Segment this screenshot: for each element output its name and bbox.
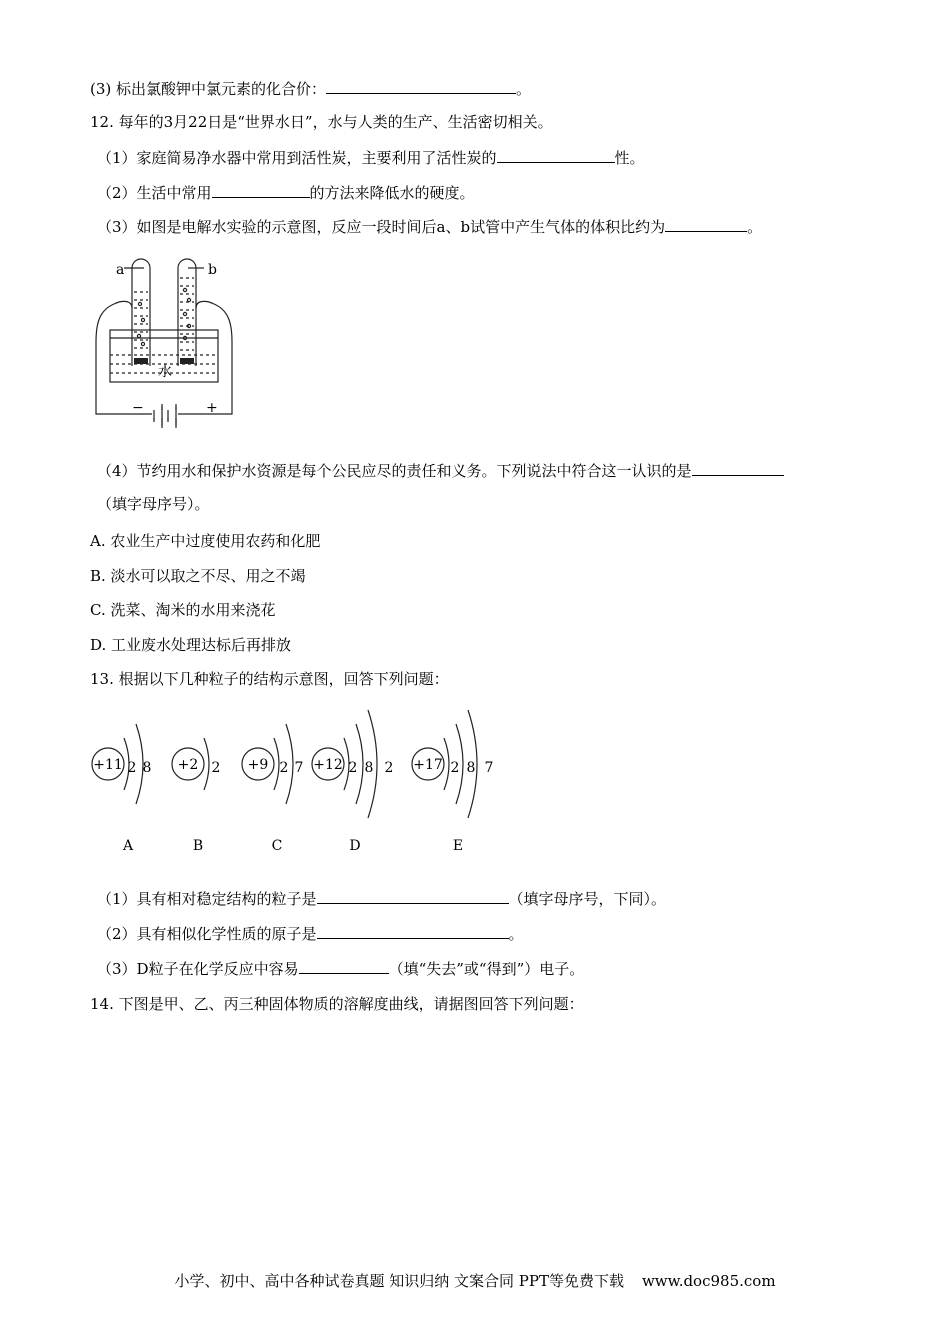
tube-a-label: a xyxy=(116,262,125,278)
q11-part3: (3) 标出氯酸钾中氯元素的化合价： 。 xyxy=(90,80,532,98)
battery-plus-label: + xyxy=(206,400,218,416)
water-label: 水 xyxy=(158,364,172,380)
particle-c-shell-2: 7 xyxy=(294,760,304,776)
particle-a-nucleus: +11 xyxy=(93,757,123,773)
footer-text: 小学、初中、高中各种试卷真题 知识归纳 文案合同 PPT等免费下载 xyxy=(174,1272,624,1290)
particle-e-label: E xyxy=(452,838,464,854)
particle-e-shell-3: 7 xyxy=(484,760,494,776)
q13-part2: （2）具有相似化学性质的原子是 。 xyxy=(97,925,524,943)
q12-part3: （3）如图是电解水实验的示意图，反应一段时间后a、b试管中产生气体的体积比约为 。 xyxy=(97,218,763,236)
particle-d-shell-2: 8 xyxy=(364,760,374,776)
answer-blank[interactable] xyxy=(665,216,747,232)
particle-b-shell-1: 2 xyxy=(211,760,221,776)
battery-minus-label: − xyxy=(132,400,144,416)
q12-part1: （1）家庭简易净水器中常用到活性炭，主要利用了活性炭的 性。 xyxy=(97,149,645,167)
particle-a-shell-1: 2 xyxy=(127,760,137,776)
particle-d-shell-1: 2 xyxy=(348,760,358,776)
particle-d-shell-3: 2 xyxy=(384,760,394,776)
answer-blank[interactable] xyxy=(497,147,615,163)
particle-e-shell-2: 8 xyxy=(466,760,476,776)
answer-blank[interactable] xyxy=(317,923,509,939)
answer-blank[interactable] xyxy=(326,78,516,94)
answer-blank[interactable] xyxy=(299,958,389,974)
particle-c-nucleus: +9 xyxy=(247,757,269,773)
particle-d-label: D xyxy=(349,838,361,854)
answer-blank[interactable] xyxy=(692,460,784,476)
q14-stem: 14. 下图是甲、乙、丙三种固体物质的溶解度曲线，请据图回答下列问题： xyxy=(90,995,584,1013)
q13-part3: （3）D粒子在化学反应中容易 （填“失去”或“得到”）电子。 xyxy=(97,960,585,978)
option-d: D. 工业废水处理达标后再排放 xyxy=(90,636,292,654)
particle-a-shell-2: 8 xyxy=(142,760,152,776)
page-footer xyxy=(0,1270,950,1291)
q13-stem: 13. 根据以下几种粒子的结构示意图，回答下列问题： xyxy=(90,670,449,688)
option-b: B. 淡水可以取之不尽、用之不竭 xyxy=(90,567,306,585)
option-c: C. 洗菜、淘米的水用来浇花 xyxy=(90,601,276,619)
answer-blank[interactable] xyxy=(212,182,310,198)
q12-part4-cont: （填字母序号）。 xyxy=(97,495,210,513)
particle-b-nucleus: +2 xyxy=(177,757,199,773)
particle-d-nucleus: +12 xyxy=(313,757,343,773)
q12-part2: （2）生活中常用 的方法来降低水的硬度。 xyxy=(97,184,475,202)
q13-part1: （1）具有相对稳定结构的粒子是 （填字母序号，下同）。 xyxy=(97,890,667,908)
particle-c-shell-1: 2 xyxy=(279,760,289,776)
electrolysis-diagram xyxy=(88,252,240,442)
q11-part3-text: (3) 标出氯酸钾中氯元素的化合价： xyxy=(90,80,327,98)
q12-part4: （4）节约用水和保护水资源是每个公民应尽的责任和义务。下列说法中符合这一认识的是 xyxy=(97,460,784,481)
particle-c-label: C xyxy=(271,838,283,854)
particle-structure-diagrams xyxy=(88,700,508,860)
particle-e-nucleus: +17 xyxy=(413,757,443,773)
q12-stem: 12. 每年的3月22日是“世界水日”，水与人类的生产、生活密切相关。 xyxy=(90,113,553,131)
tube-b-label: b xyxy=(208,262,217,278)
particle-e-shell-1: 2 xyxy=(450,760,460,776)
particle-a-label: A xyxy=(122,838,134,854)
answer-blank[interactable] xyxy=(317,888,509,904)
option-a: A. 农业生产中过度使用农药和化肥 xyxy=(90,532,321,550)
particle-b-label: B xyxy=(192,838,204,854)
footer-url[interactable]: www.doc985.com xyxy=(641,1272,776,1290)
